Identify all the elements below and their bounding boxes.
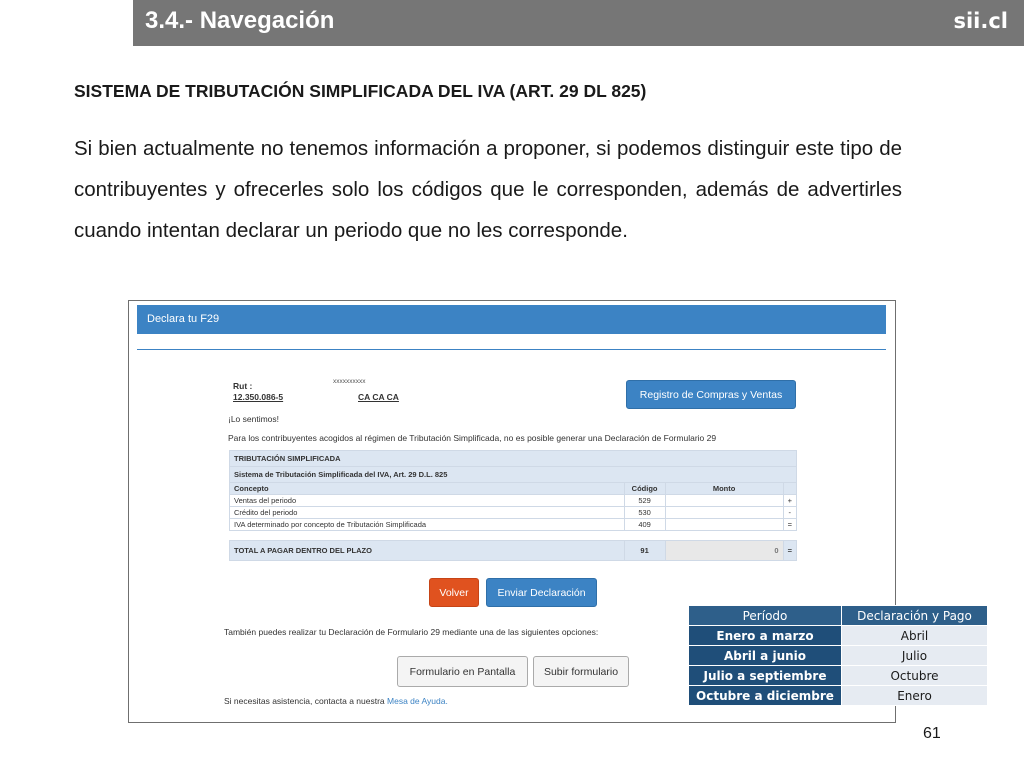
col-period: Período (689, 606, 842, 626)
f29-window-title: Declara tu F29 (147, 313, 220, 325)
table-band-subtitle: Sistema de Tributación Simplificada del IVA, Art. 29 D.L. 825 (230, 467, 797, 483)
body-paragraph: Si bien actualmente no tenemos información a proponer, si podemos distinguir este tipo de contribuyentes y ofrecerles solo los códigos que le corresponden, además de advertirles cuando intentan declarar un periodo que no les corresponde. (74, 137, 902, 242)
table-row (230, 519, 797, 531)
row-sign: = (783, 519, 796, 531)
total-amount: 0 (665, 541, 783, 561)
period-cell: Julio a septiembre (689, 666, 842, 686)
sii-logo: sii.cl (953, 9, 1008, 33)
table-row (689, 686, 988, 706)
row-sign: + (783, 495, 796, 507)
table-band (230, 451, 797, 467)
section-heading: SISTEMA DE TRIBUTACIÓN SIMPLIFICADA DEL IVA (ART. 29 DL 825) (74, 81, 647, 101)
row-sign: - (783, 507, 796, 519)
f29-header (137, 305, 886, 334)
table-band (230, 467, 797, 483)
row-concepto: Crédito del periodo (230, 507, 625, 519)
col-monto: Monto (665, 483, 783, 495)
title-bar (133, 0, 1024, 46)
declaration-cell: Abril (842, 626, 988, 646)
declaration-cell: Octubre (842, 666, 988, 686)
table-band-title: TRIBUTACIÓN SIMPLIFICADA (230, 451, 797, 467)
rut-value[interactable]: 12.350.086-5 (233, 392, 284, 402)
form-screen-button[interactable]: Formulario en Pantalla (397, 656, 528, 687)
row-codigo: 529 (624, 495, 665, 507)
send-declaration-button[interactable]: Enviar Declaración (486, 578, 597, 607)
col-declaration: Declaración y Pago (842, 606, 988, 626)
help-text (224, 696, 448, 706)
notice-text: Para los contribuyentes acogidos al régimen de Tributación Simplificada, no es posible generar una Declaración de Formulario 29 (228, 433, 717, 443)
rut-label: Rut : (233, 381, 253, 391)
table-spacer (230, 531, 797, 541)
alternatives-text: También puedes realizar tu Declaración de Formulario 29 mediante una de las siguientes opciones: (224, 627, 599, 637)
help-desk-link[interactable]: Mesa de Ayuda. (387, 696, 448, 706)
total-sign: = (783, 541, 796, 561)
row-codigo: 530 (624, 507, 665, 519)
row-concepto: IVA determinado por concepto de Tributación Simplificada (230, 519, 625, 531)
period-cell: Abril a junio (689, 646, 842, 666)
periods-table (688, 605, 988, 706)
col-sign (783, 483, 796, 495)
table-row (689, 626, 988, 646)
declaration-cell: Julio (842, 646, 988, 666)
row-concepto: Ventas del periodo (230, 495, 625, 507)
table-row (689, 646, 988, 666)
page-number: 61 (923, 725, 941, 742)
table-row (689, 666, 988, 686)
total-row (230, 541, 797, 561)
period-cell: Octubre a diciembre (689, 686, 842, 706)
total-code: 91 (624, 541, 665, 561)
rut-mask: xxxxxxxxxx (333, 378, 366, 385)
amount-input[interactable] (665, 519, 783, 531)
col-codigo: Código (624, 483, 665, 495)
upload-form-button[interactable]: Subir formulario (533, 656, 629, 687)
table-row (230, 495, 797, 507)
sorry-text: ¡Lo sentimos! (228, 414, 280, 424)
f29-header-divider (137, 349, 886, 350)
row-codigo: 409 (624, 519, 665, 531)
taxpayer-name[interactable]: CA CA CA (358, 392, 399, 402)
periods-header-row (689, 606, 988, 626)
col-concepto: Concepto (230, 483, 625, 495)
declaration-cell: Enero (842, 686, 988, 706)
registry-button[interactable]: Registro de Compras y Ventas (626, 380, 796, 409)
back-button[interactable]: Volver (429, 578, 479, 607)
table-row (230, 507, 797, 519)
table-header-row (230, 483, 797, 495)
period-cell: Enero a marzo (689, 626, 842, 646)
help-prefix: Si necesitas asistencia, contacta a nuestra (224, 696, 385, 706)
amount-input[interactable] (665, 507, 783, 519)
slide-title: 3.4.- Navegación (145, 7, 335, 34)
tax-table (229, 450, 797, 561)
amount-input[interactable] (665, 495, 783, 507)
total-label: TOTAL A PAGAR DENTRO DEL PLAZO (230, 541, 625, 561)
